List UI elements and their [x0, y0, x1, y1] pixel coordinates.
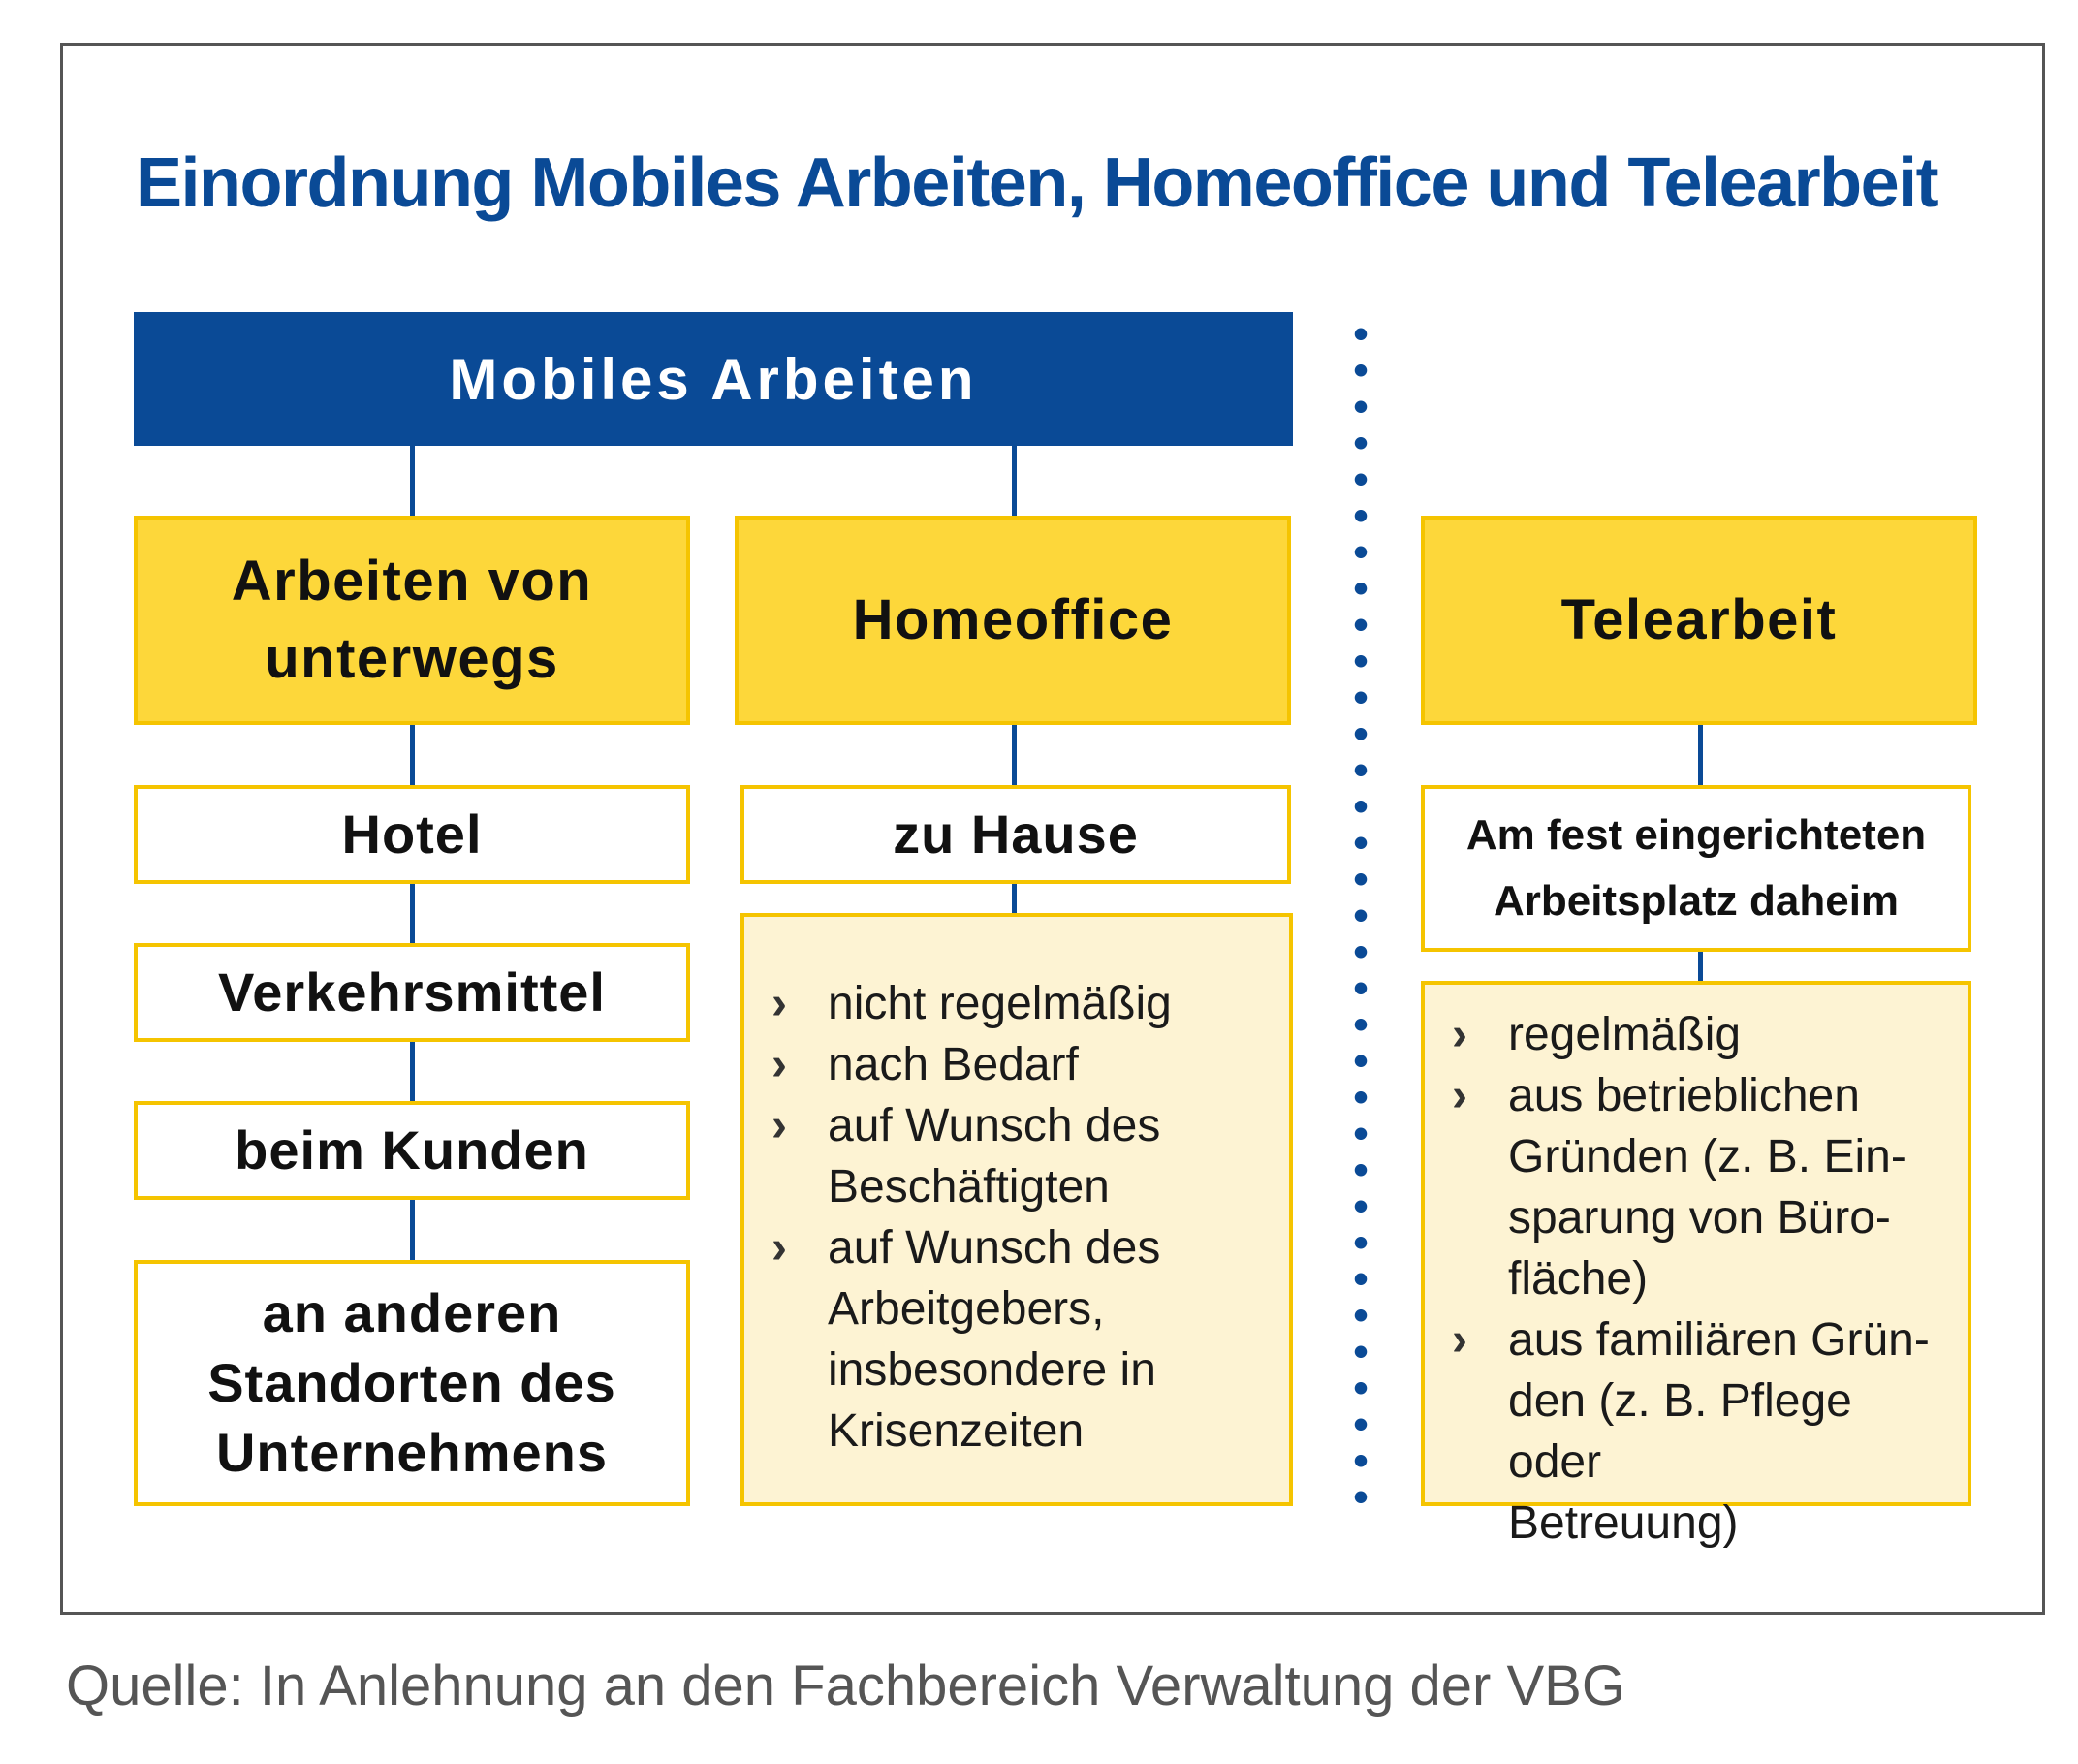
- mobiles-arbeiten-label: Mobiles Arbeiten: [449, 346, 978, 412]
- chevron-right-icon: ›: [1452, 1070, 1467, 1121]
- telearbeit-details: [1421, 981, 1971, 1549]
- chevron-right-icon: ›: [771, 1100, 787, 1151]
- connector-line: [1012, 446, 1017, 516]
- place-kunden-label: beim Kunden: [235, 1119, 589, 1181]
- place-verkehrsmittel-label: Verkehrsmittel: [218, 961, 606, 1023]
- telearbeit-label: Telearbeit: [1560, 588, 1838, 651]
- telearbeit-box: [1421, 516, 1977, 725]
- place-standorte-line: Standorten des: [207, 1352, 616, 1413]
- bullet-item: › nicht regelmäßig: [771, 973, 1279, 1034]
- chevron-right-icon: ›: [771, 1039, 787, 1090]
- place-zuhause-box: [740, 785, 1291, 884]
- homeoffice-box: [735, 516, 1291, 725]
- unterwegs-label-line: Arbeiten von: [231, 550, 593, 613]
- chevron-right-icon: ›: [1452, 1314, 1467, 1366]
- place-zuhause-label: zu Hause: [893, 803, 1139, 865]
- place-arbeitsplatz-line: Am fest eingerichteten: [1465, 811, 1927, 859]
- diagram-title: Einordnung Mobiles Arbeiten, Homeoffice und Telearbeit: [136, 144, 1938, 222]
- homeoffice-bullet-list: [771, 973, 1279, 1462]
- unterwegs-label-line: unterwegs: [265, 627, 559, 690]
- chevron-right-icon: ›: [1452, 1009, 1467, 1060]
- connector-line: [410, 446, 415, 516]
- homeoffice-details: [740, 913, 1293, 1506]
- place-standorte-line: an anderen: [262, 1282, 562, 1343]
- unterwegs-box: [134, 516, 690, 725]
- bullet-item: › aus betrieblichen Gründen (z. B. Ein- sparung von Büro- fläche): [1452, 1065, 1958, 1309]
- source-caption: Quelle: In Anlehnung an den Fachbereich Verwaltung der VBG: [66, 1654, 1625, 1717]
- place-arbeitsplatz-box: [1421, 785, 1971, 952]
- bullet-item: › regelmäßig: [1452, 1004, 1958, 1065]
- dotted-separator: [1354, 316, 1368, 1508]
- place-standorte-line: Unternehmens: [215, 1422, 609, 1483]
- place-kunden-box: [134, 1101, 690, 1200]
- place-arbeitsplatz-line: Arbeitsplatz daheim: [1493, 877, 1900, 925]
- place-hotel-label: Hotel: [341, 803, 483, 865]
- bullet-item: › auf Wunsch des Beschäftigten: [771, 1095, 1279, 1217]
- bullet-item: › auf Wunsch des Arbeitgebers, insbesondere in Krisenzeiten: [771, 1217, 1279, 1462]
- place-hotel-box: [134, 785, 690, 884]
- place-verkehrsmittel-box: [134, 943, 690, 1042]
- chevron-right-icon: ›: [771, 1222, 787, 1274]
- bullet-item: › nach Bedarf: [771, 1034, 1279, 1095]
- mobiles-arbeiten-box: [134, 312, 1293, 446]
- homeoffice-label: Homeoffice: [852, 588, 1174, 651]
- place-standorte-box: [134, 1260, 690, 1506]
- telearbeit-bullet-list: [1452, 1004, 1958, 1554]
- bullet-item: › aus familiären Grün- den (z. B. Pflege oder Betreuung): [1452, 1309, 1958, 1554]
- chevron-right-icon: ›: [771, 978, 787, 1029]
